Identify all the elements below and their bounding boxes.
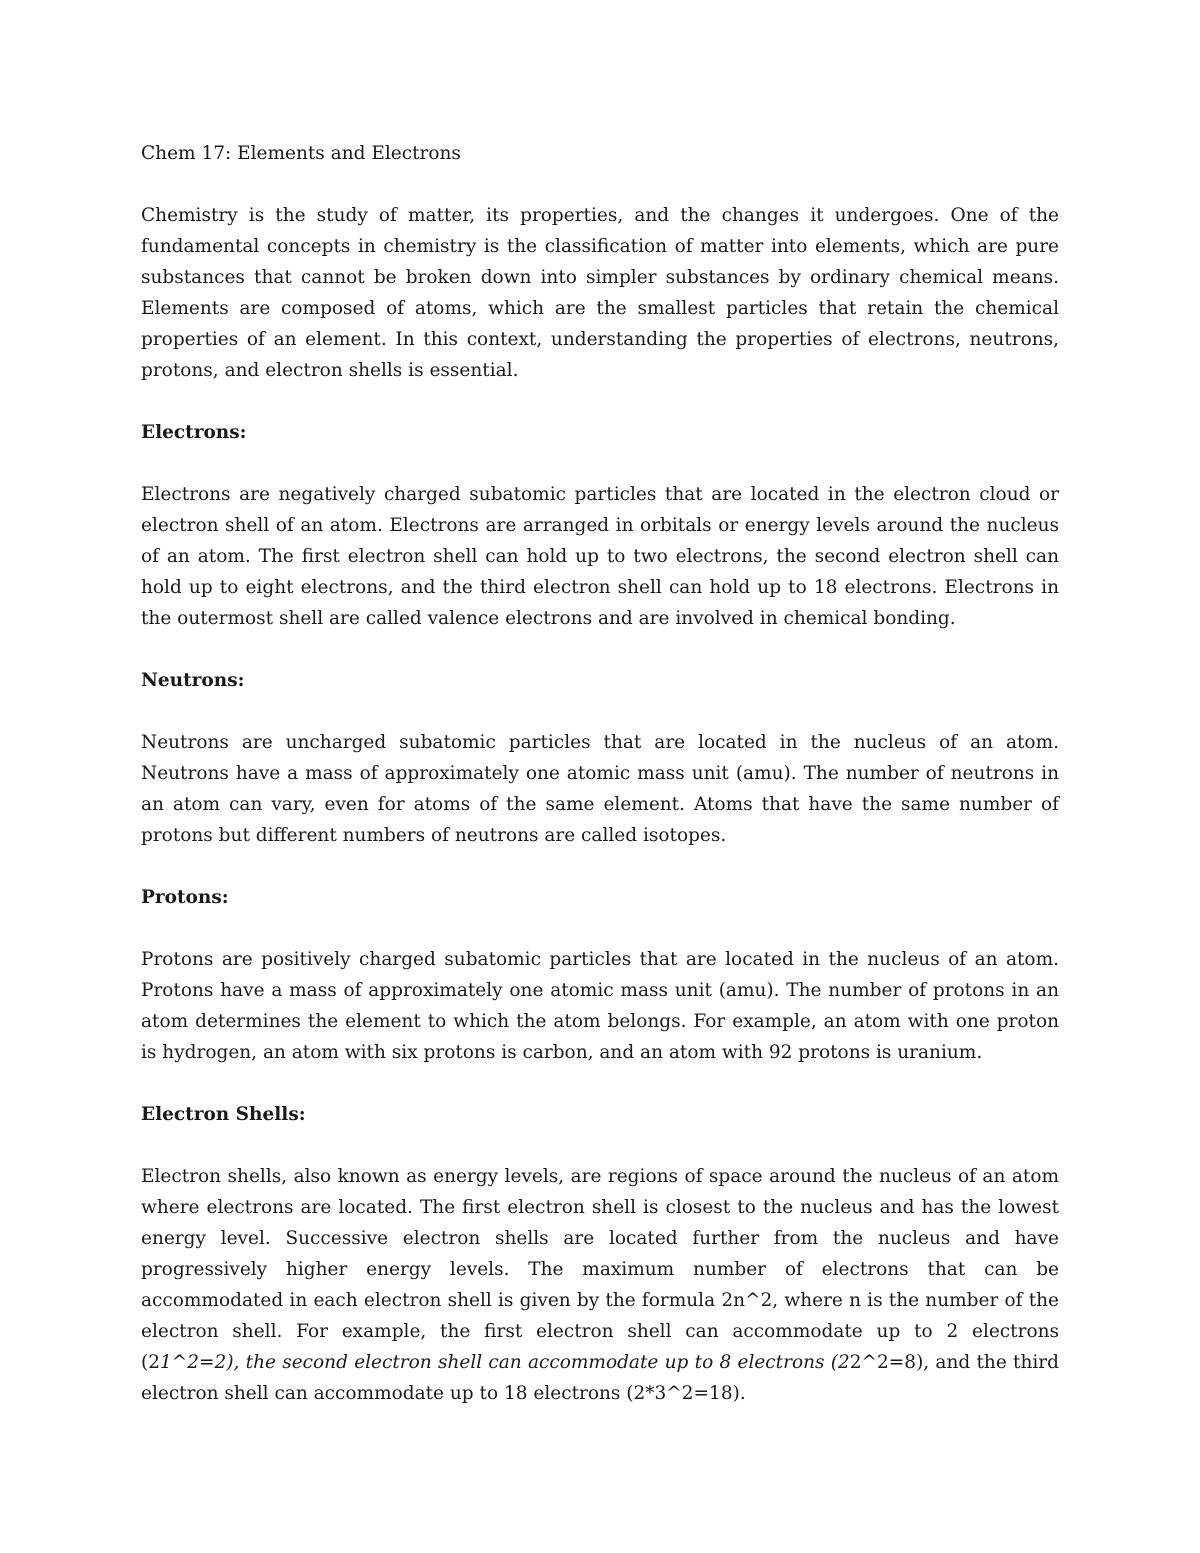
section-heading-electron-shells: Electron Shells:	[141, 1104, 306, 1125]
section-heading-protons: Protons:	[141, 887, 229, 908]
section-heading-electrons: Electrons:	[141, 422, 247, 443]
section-body-protons: Protons are positively charged subatomic particles that are located in the nucleus of an atom. Protons have a mass of approximately one atomic mass unit (amu). The number of protons in an atom determines the element to which the atom belongs. For example, an atom with one proton is hydrogen, an atom with six protons is carbon, and an atom with 92 protons is uranium.	[141, 949, 1059, 1063]
document-title: Chem 17: Elements and Electrons	[141, 143, 461, 164]
section-body-electrons: Electrons are negatively charged subatomic particles that are located in the electron cloud or electron shell of an atom. Electrons are arranged in orbitals or energy levels around the nucleus of an atom. The first electron shell can hold up to two electrons, the second electron shell can hold up to eight electrons, and the third electron shell can hold up to 18 electrons. Electrons in the outermost shell are called valence electrons and are involved in chemical bonding.	[141, 484, 1059, 629]
intro-paragraph: Chemistry is the study of matter, its properties, and the changes it undergoes. One of the fundamental concepts in chemistry is the classification of matter into elements, which are pure substances that cannot be broken down into simpler substances by ordinary chemical means. Elements are composed of atoms, which are the smallest particles that retain the chemical properties of an element. In this context, understanding the properties of electrons, neutrons, protons, and electron shells is essential.	[141, 205, 1059, 381]
electron-shells-text-part1: Electron shells, also known as energy levels, are regions of space around the nucleus of an atom where electrons are located. The first electron shell is closest to the nucleus and has the lowest energy level. Successive electron shells are located further from the nucleus and have progressively higher energy levels. The maximum number of electrons that can be accommodated in each electron shell is given by the formula 2n^2, where n is the number of the electron shell. For example, the first electron shell can accommodate up to 2 electrons (2	[141, 1166, 1059, 1373]
electron-shells-text-part2: 2^2=8), and the third electron shell can accommodate up to 18 electrons (2*3^2=18).	[141, 1352, 1059, 1404]
electron-shells-text-italic: 1^2=2), the second electron shell can accommodate up to 8 electrons (2	[160, 1352, 850, 1373]
section-body-electron-shells	[141, 1161, 1059, 1409]
section-body-neutrons: Neutrons are uncharged subatomic particles that are located in the nucleus of an atom. Neutrons have a mass of approximately one atomic mass unit (amu). The number of neutrons in an atom can vary, even for atoms of the same element. Atoms that have the same number of protons but different numbers of neutrons are called isotopes.	[141, 732, 1059, 846]
section-heading-neutrons: Neutrons:	[141, 670, 245, 691]
document-page	[141, 138, 1059, 1440]
